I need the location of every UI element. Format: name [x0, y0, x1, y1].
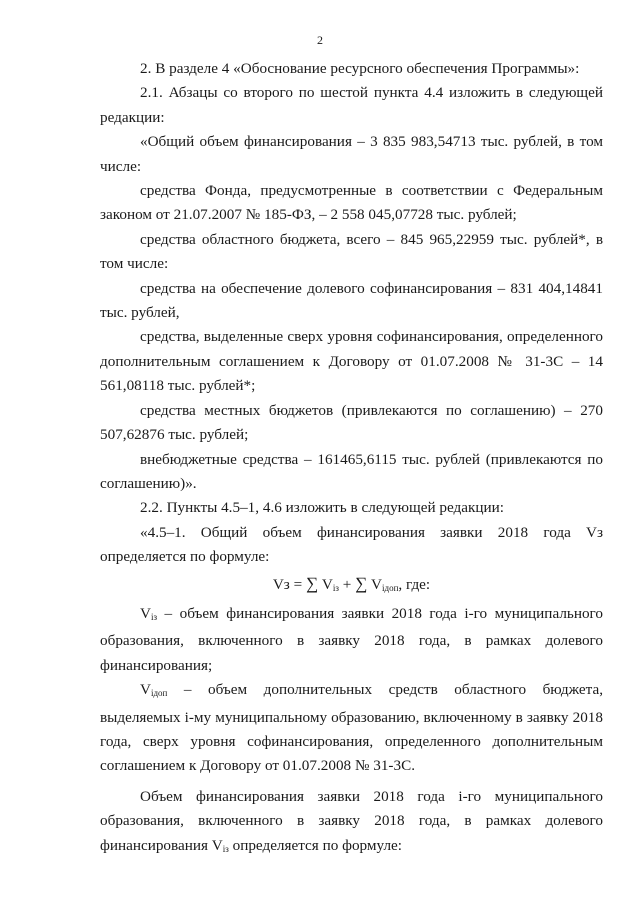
paragraph-local-budgets: средства местных бюджетов (привлекаются по соглашению) – 270 507,62876 тыс. рублей;: [100, 401, 603, 444]
formula-subscript: iз: [332, 582, 339, 593]
paragraph-2-2: 2.2. Пункты 4.5–1, 4.6 изложить в следующей редакции:: [140, 499, 504, 517]
paragraph-total-funding: «Общий объем финансирования – 3 835 983,54713 тыс. рублей, в том числе:: [100, 133, 603, 175]
formula-vz: [100, 572, 603, 600]
definition-viz: [100, 602, 603, 678]
formula-tail: , где:: [398, 575, 431, 593]
variable-subscript: iз: [222, 843, 229, 854]
formula-term: V: [318, 575, 333, 593]
variable: V: [140, 681, 151, 699]
variable-subscript: iдоп: [150, 688, 168, 699]
variable: V: [211, 836, 223, 854]
paragraph-cofinancing: средства на обеспечение долевого софинансирования – 831 404,14841 тыс. рублей,: [100, 279, 603, 322]
paragraph-regional-budget: средства областного бюджета, всего – 845 965,22959 тыс. рублей*, в том числе:: [100, 230, 603, 273]
document-body: [100, 57, 603, 861]
sum-symbol: ∑: [355, 573, 368, 593]
sum-symbol: ∑: [305, 573, 319, 593]
page-number: 2: [317, 33, 323, 47]
variable: V: [140, 604, 151, 622]
definition-vidop: [100, 678, 603, 779]
variable-subscript: iз: [150, 611, 158, 622]
definition-text: – объем дополнительных средств областного бюджета, выделяемых i-му муниципальному образованию, включенному в заявку 2018 года, сверх уровня софинансирования, определенного дополнительным соглашением к Договору от 01.07.2008 № 31-3С.: [100, 681, 603, 775]
paragraph-volume: [100, 785, 603, 861]
section-heading: 2. В разделе 4 «Обоснование ресурсного обеспечения Программы»:: [140, 60, 580, 77]
paragraph-4-5-1: «4.5–1. Общий объем финансирования заявки 2018 года Vз определяется по формуле:: [100, 523, 603, 566]
definition-text: – объем финансирования заявки 2018 года i-го муниципального образования, включенного в заявку 2018 года, в рамках долевого финансирования;: [100, 604, 603, 674]
formula-plus: +: [338, 575, 356, 593]
formula-lhs: Vз =: [272, 575, 306, 593]
paragraph-off-budget: внебюджетные средства – 161465,6115 тыс. рублей (привлекаются по соглашению)».: [100, 450, 603, 492]
formula-subscript: iдоп: [381, 582, 399, 593]
paragraph-fund: средства Фонда, предусмотренные в соответствии с Федеральным законом от 21.07.2007 № 185-ФЗ, – 2 558 045,07728 тыс. рублей;: [100, 182, 603, 224]
paragraph-2-1: 2.1. Абзацы со второго по шестой пункта 4.4 изложить в следующей редакции:: [100, 84, 603, 126]
paragraph-extra-funds: средства, выделенные сверх уровня софинансирования, определенного дополнительным соглашением к Договору от 01.07.2008 № 31-3С – 14 561,08118 тыс. рублей*;: [100, 328, 603, 395]
paragraph-tail: определяется по формуле:: [228, 836, 402, 854]
formula-term: V: [367, 575, 382, 593]
paragraph-text: Объем финансирования заявки 2018 года i-го муниципального образования, включенного в заявку 2018 года, в рамках долевого финансирования: [100, 787, 603, 854]
